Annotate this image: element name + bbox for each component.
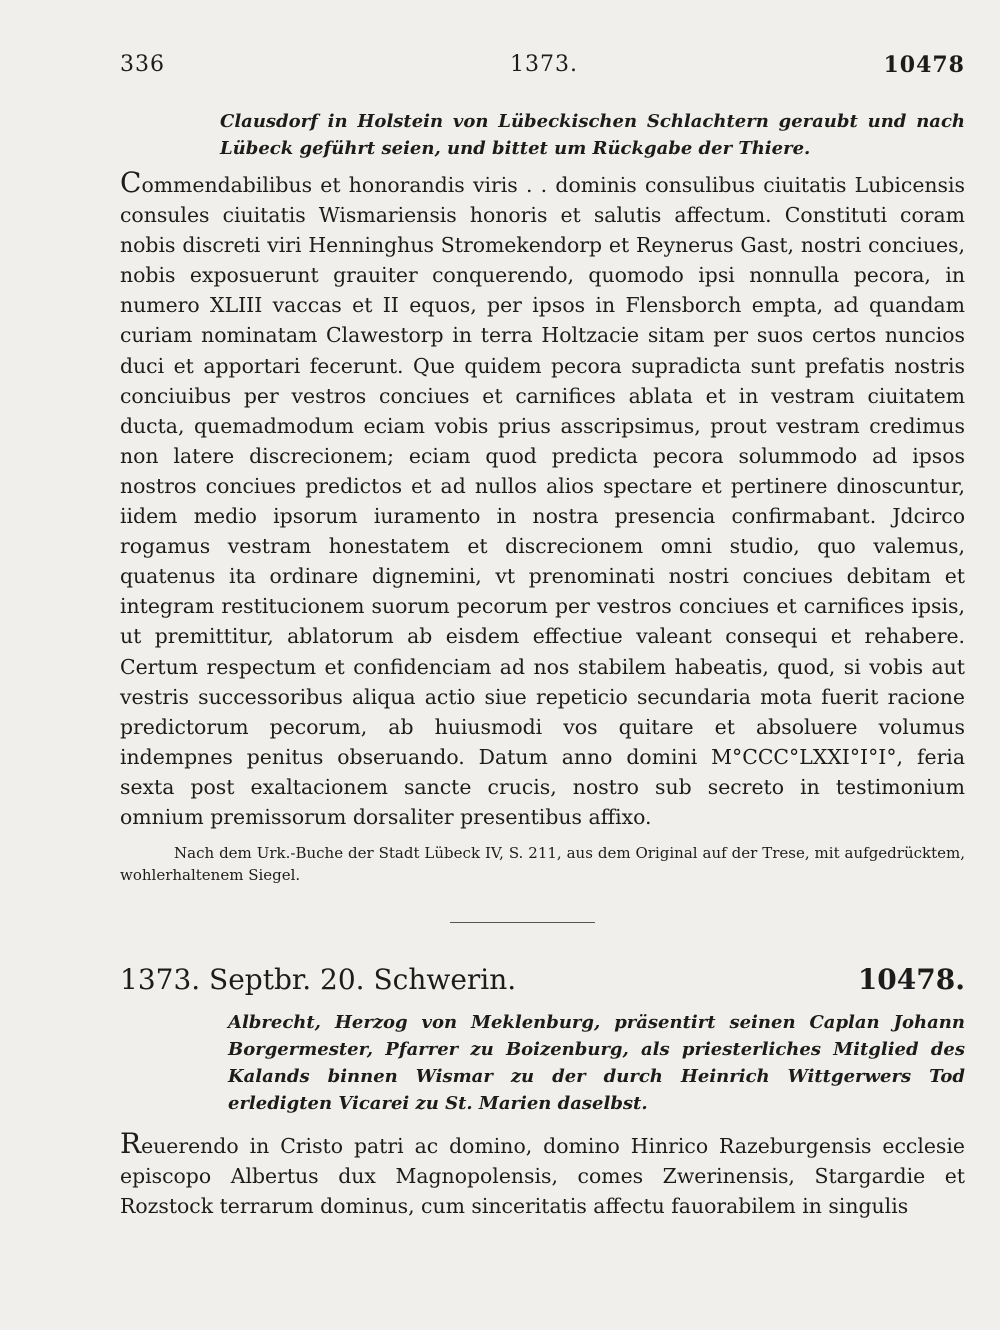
previous-document-body: ommendabilibus et honorandis viris . . dominis consulibus ciuitatis Lubicensis consules ciuitatis Wismariensis honoris et salutis affectum. Constituti coram nobis discreti viri Henninghus Stromekendorp et Reynerus Gast, nostri conciues, nobis exposuerunt grauiter conquerendo, quomodo ipsi nonnulla pecora, in numero XLIII vaccas et II equos, per ipsos in Flensborch empta, ad quandam curiam nominatam Clawestorp in terra Holtzacie sitam per suos certos nuncios duci et apportari fecerunt. Que quidem pecora supradicta sunt prefatis nostris conciuibus per vestros conciues et carnifices ablata et in vestram ciuitatem ducta, quemadmodum eciam vobis prius asscripsimus, prout vestram credimus non latere discrecionem; eciam quod predicta pecora solummodo ad ipsos nostros conciues predictos et ad nullos alios spectare et pertinere dinoscuntur, iidem medio ipsorum iuramento in nostra presencia confirmabant. Jdcirco rogamus vestram honestatem et discrecionem omni studio, quo valemus, quatenus ita ordinare dignemini, vt prenominati nostri conciues debitam et integram restitucionem suorum pecorum per vestros conciues et carnifices ipsis, ut premittitur, ablatorum ab eisdem effectiue valeant consequi et rehabere. Certum respectum et confidenciam ad nos stabilem habeatis, quod, si vobis aut vestris successoribus aliqua actio siue repeticio secundaria mota fuerit racione predictorum pecorum, ab huiusmodi vos quitare et absoluere volumus indempnes penitus obseruando. Datum anno domini M°CCC°LXXI°I°I°, feria sexta post exaltacionem sancte crucis, nostro sub secreto in testimonium omnium premissorum dorsaliter presentibus affixo. — [120, 173, 965, 829]
book-page — [120, 52, 965, 1221]
running-head — [120, 52, 965, 92]
source-note: Nach dem Urk.-Buche der Stadt Lübeck IV, S. 211, aus dem Original auf der Trese, mit aufgedrücktem, wohlerhaltenem Siegel. — [120, 844, 965, 885]
entry-text — [120, 1129, 965, 1221]
previous-document-summary: Clausdorf in Holstein von Lübeckischen Schlachtern geraubt und nach Lübeck geführt seien, und bittet um Rückgabe der Thiere. — [220, 111, 965, 159]
running-document-number: 10478 — [883, 52, 965, 78]
previous-document-initial: C — [120, 166, 142, 199]
entry-date-place: 1373. Septbr. 20. Schwerin. — [120, 963, 517, 997]
running-year: 1373. — [510, 52, 578, 77]
previous-document-text — [120, 168, 965, 832]
entry-summary: Albrecht, Herzog von Meklenburg, präsentirt seinen Caplan Johann Borgermester, Pfarrer zu Boizenburg, als priesterliches Mitglied des Kalands binnen Wismar zu der durch Heinrich Wittgerwers Tod erledigten Vicarei zu St. Marien daselbst. — [228, 1012, 965, 1115]
section-divider — [450, 922, 595, 923]
entry-heading — [120, 963, 965, 1009]
entry-body: euerendo in Cristo patri ac domino, domino Hinrico Razeburgensis ecclesie episcopo Albertus dux Magnopolensis, comes Zwerinensis, Stargardie et Rozstock terrarum dominus, cum sinceritatis affectu fauorabilem in singulis — [120, 1134, 965, 1219]
page-number: 336 — [120, 52, 165, 77]
entry-number: 10478. — [857, 963, 965, 997]
entry-initial: R — [120, 1127, 142, 1161]
